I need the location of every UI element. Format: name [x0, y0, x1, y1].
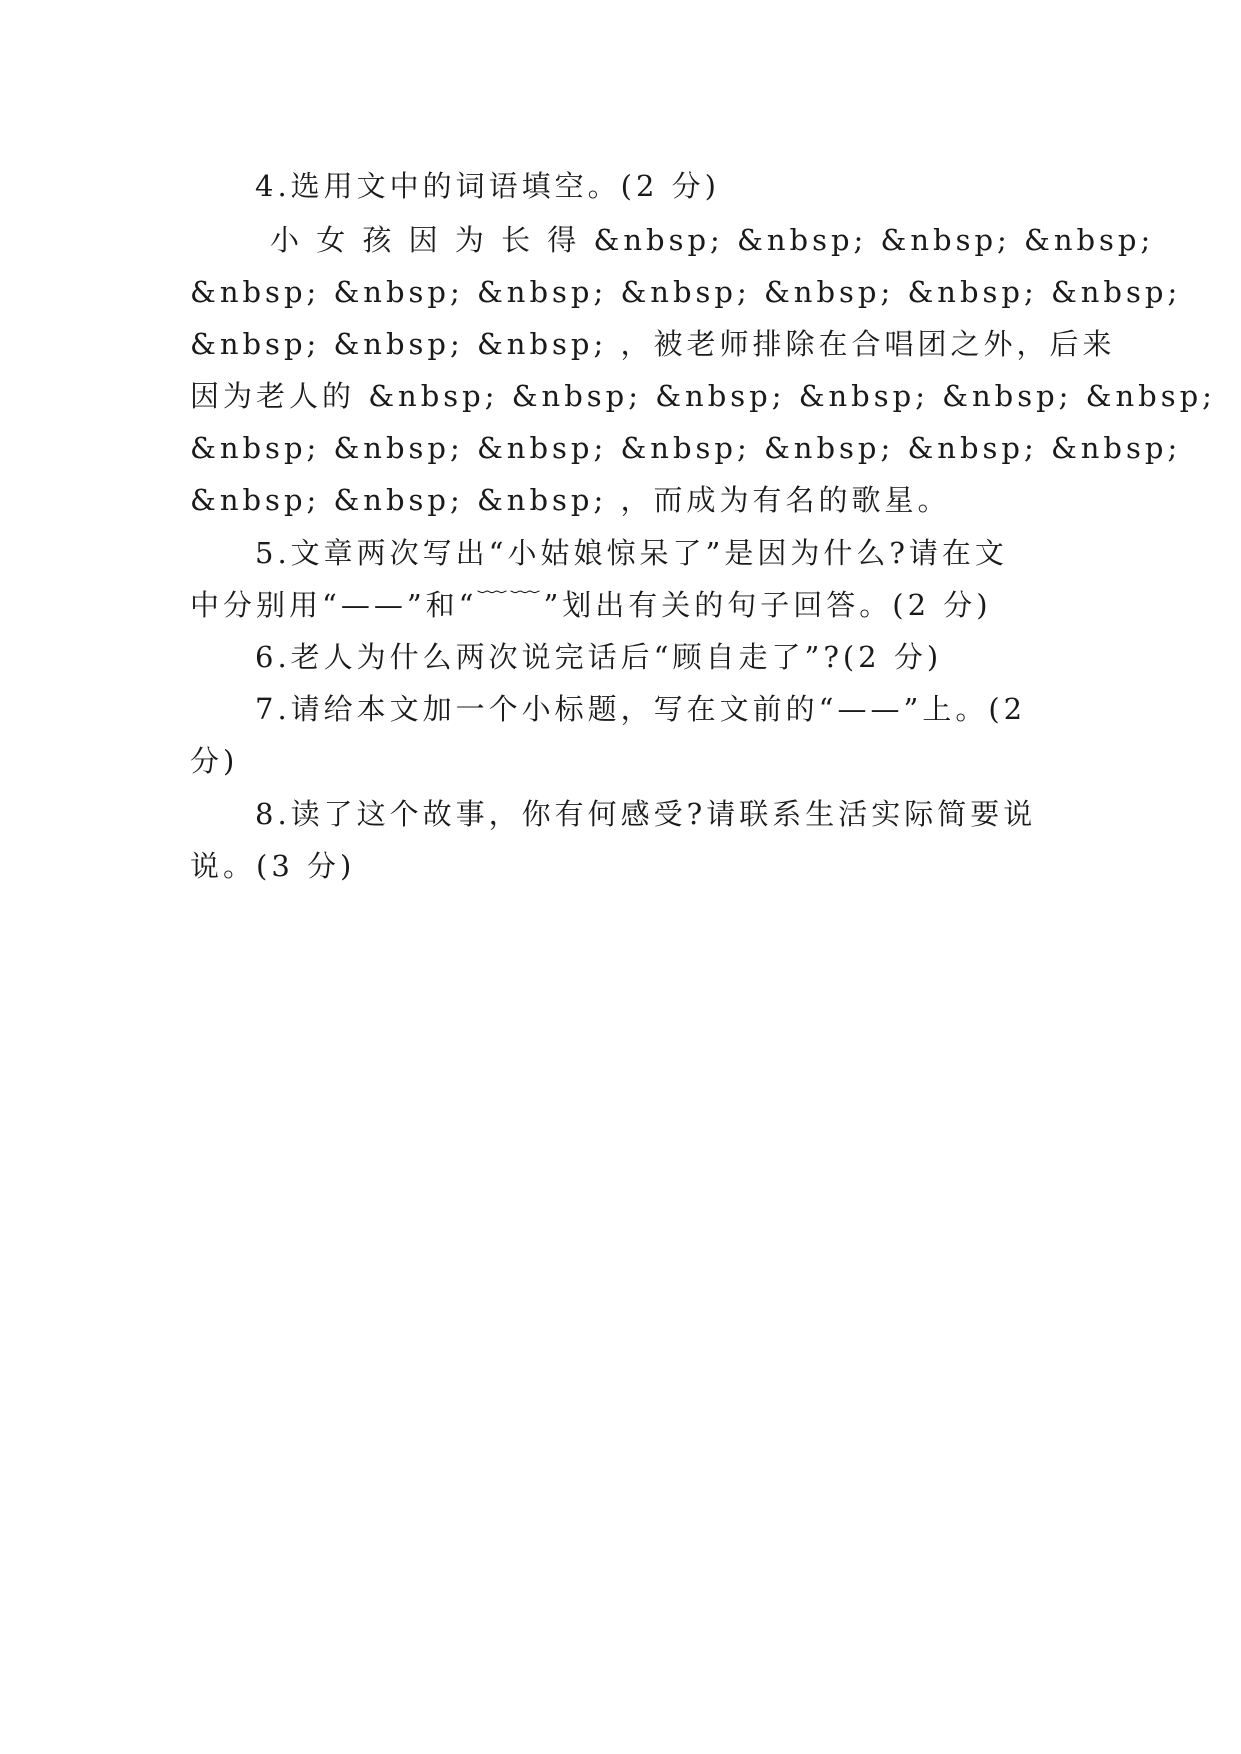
question-5-line: 中分别用“——”和“﹋﹋”划出有关的句子回答。(2 分) — [190, 588, 992, 622]
question-8-line: 8.读了这个故事，你有何感受?请联系生活实际简要说 — [255, 797, 1037, 831]
question-4-line: 因为老人的 &nbsp; &nbsp; &nbsp; &nbsp; &nbsp; &nbsp; — [190, 379, 1216, 413]
question-8-line: 说。(3 分) — [190, 849, 356, 883]
question-5-line: 5.文章两次写出“小姑娘惊呆了”是因为什么?请在文 — [255, 536, 1008, 570]
question-4-line: 小 女 孩 因 为 长 得 &nbsp; &nbsp; &nbsp; &nbsp; — [270, 223, 1155, 257]
question-4-title: 4.选用文中的词语填空。(2 分) — [255, 169, 720, 203]
question-7-line: 7.请给本文加一个小标题，写在文前的“——”上。(2 — [255, 692, 1027, 726]
question-4-line: &nbsp; &nbsp; &nbsp; &nbsp; &nbsp; &nbsp; &nbsp; — [190, 275, 1182, 309]
question-6-line: 6.老人为什么两次说完话后“顾自走了”?(2 分) — [255, 640, 943, 674]
question-4-line: &nbsp; &nbsp; &nbsp; ，而成为有名的歌星。 — [190, 483, 951, 517]
question-4-line: &nbsp; &nbsp; &nbsp; ，被老师排除在合唱团之外，后来 — [190, 327, 1116, 361]
question-7-line: 分) — [190, 744, 239, 778]
question-4-line: &nbsp; &nbsp; &nbsp; &nbsp; &nbsp; &nbsp; &nbsp; — [190, 431, 1182, 465]
